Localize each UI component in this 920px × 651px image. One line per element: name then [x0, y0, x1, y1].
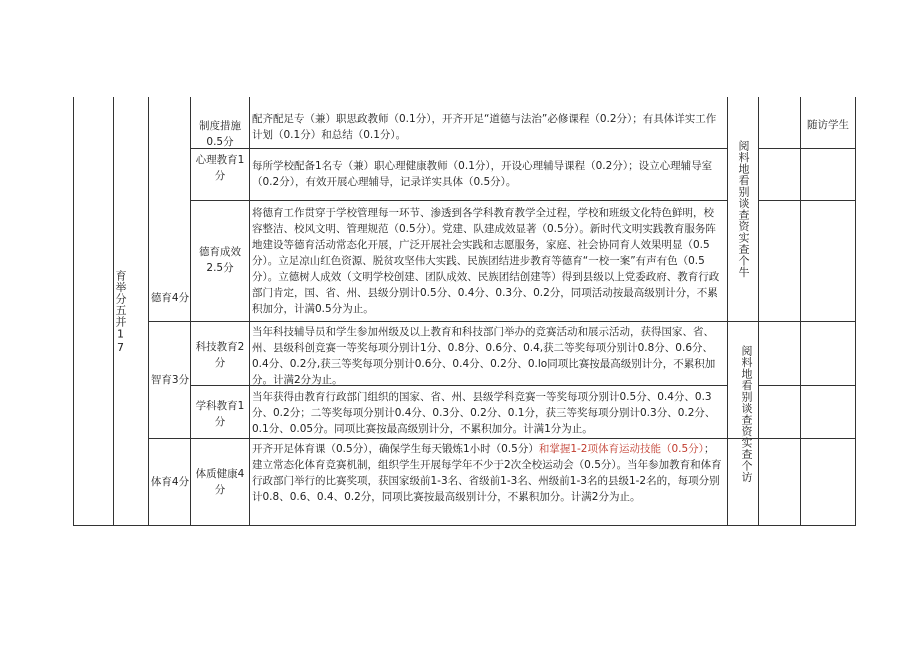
- method-moral: 阅料地看别谈查资实查个牛: [737, 140, 750, 278]
- col-divider: [249, 97, 250, 526]
- item-label: 德育成效2.5分: [199, 246, 241, 274]
- item-label: 心理教育1分: [195, 154, 245, 182]
- category-physical-label: 体育4分: [150, 476, 190, 488]
- criteria-text: 当年获得由教育行政部门组织的国家、省、州、县级学科竞赛一等奖每项分别计0.5分、0.4分、0.3分、0.2分；二等奖每项分别计0.4分、0.3分、0.2分、0.1分，获三等奖每项分别计0.3分、0.2分、0.1分、0.05分。同项比赛按最高级别计分，不累积加分。计满1分为止。: [252, 391, 716, 435]
- col-divider: [727, 97, 728, 526]
- col-divider: [190, 97, 191, 526]
- category-intellect-label: 智育3分: [150, 374, 190, 386]
- category-moral-label: 德育4分: [150, 292, 190, 304]
- category-intellect: [150, 372, 190, 388]
- item-label: 制度措施0.5分: [199, 120, 241, 148]
- item-label: 科技教育2分: [195, 341, 245, 369]
- col-divider: [148, 97, 149, 526]
- item-label: 体质健康4分: [195, 468, 245, 496]
- table-border-left: [73, 97, 74, 526]
- criteria-text: 将德育工作贯穿于学校管理每一环节、渗透到各学科教育教学全过程，学校和班级文化特色鲜明，校容整洁、校风文明、管理规范（0.5分）。党建、队建成效显著（0.5分）。新时代文明实践教育服务阵地建设等德育活动常态化开展，广泛开展社会实践和志愿服务，家庭、社会协同育人效果明显（0.5分）。立足凉山红色资源、脱贫攻坚伟大实践、民族团结进步教育等德育“一校一案”有声有色（0.5分）。立德树人成效（文明学校创建、团队成效、民族团结创建等）得到县级以上党委政府、教育行政部门肯定，国、省、州、县级分别计0.5分、0.4分、0.3分、0.2分，同项活动按最高级别计分，不累积加分，计满0.5分为止。: [252, 207, 720, 315]
- row-divider: [758, 385, 855, 386]
- criteria-highlight: 和掌握1-2项体育运动技能（0.5分）: [538, 443, 704, 455]
- criteria-part: ；建立常态化体育竞赛机制，组织学生开展每学年不少于2次全校运动会（0.5分）。当年参加教育和体育行政部门举行的比赛奖项，获国家级前1-3名、省级前1-3名、州级前1-3名的县级1-2名的，每项分别计0.8、0.6、0.4、0.2分，同项比赛按最高级别计分，不累积加分。计满2分为止。: [252, 443, 722, 503]
- col-divider: [758, 97, 759, 526]
- group-label: 育举分五并17: [114, 270, 127, 355]
- item-label: 学科教育1分: [195, 400, 245, 428]
- table-border-right: [855, 97, 856, 526]
- criteria-text: 当年科技辅导员和学生参加州级及以上教育和科技部门举办的竞赛活动和展示活动，获得国家、省、州、县级科创竞赛一等奖每项分别计1分、0.8分、0.6分、0.4,获二等奖每项分别计0.8分、0.6分、0.4分、0.2分,获三等奖每项分别计0.6分、0.4分、0.2分、0.lo同项比赛按最高级别计分，不累积加分。计满2分为止。: [252, 326, 716, 386]
- category-physical: [150, 474, 190, 490]
- category-moral: [150, 290, 190, 306]
- col-divider: [800, 97, 801, 526]
- method-intellect: 阅料地看别谈查资实查个访: [740, 345, 753, 483]
- criteria-text: 每所学校配备1名专（兼）职心理健康教师（0.1分），开设心理辅导课程（0.2分）；设立心理辅导室（0.2分），有效开展心理辅导，记录详实具体（0.5分）。: [252, 160, 713, 188]
- criteria-text: [252, 441, 724, 505]
- row-divider: [190, 200, 727, 201]
- row-divider: [758, 148, 855, 149]
- remark-text: 随访学生: [807, 119, 849, 131]
- row-divider: [148, 321, 855, 322]
- row-divider: [190, 148, 727, 149]
- row-divider: [758, 200, 855, 201]
- criteria-part: 开齐开足体育课（0.5分），确保学生每天锻炼1小时（0.5分）: [252, 443, 539, 455]
- table-border-bottom: [73, 525, 856, 526]
- criteria-text: 配齐配足专（兼）职思政教师（0.1分），开齐开足“道德与法治”必修课程（0.2分）；有具体详实工作计划（0.1分）和总结（0.1分）。: [252, 113, 717, 141]
